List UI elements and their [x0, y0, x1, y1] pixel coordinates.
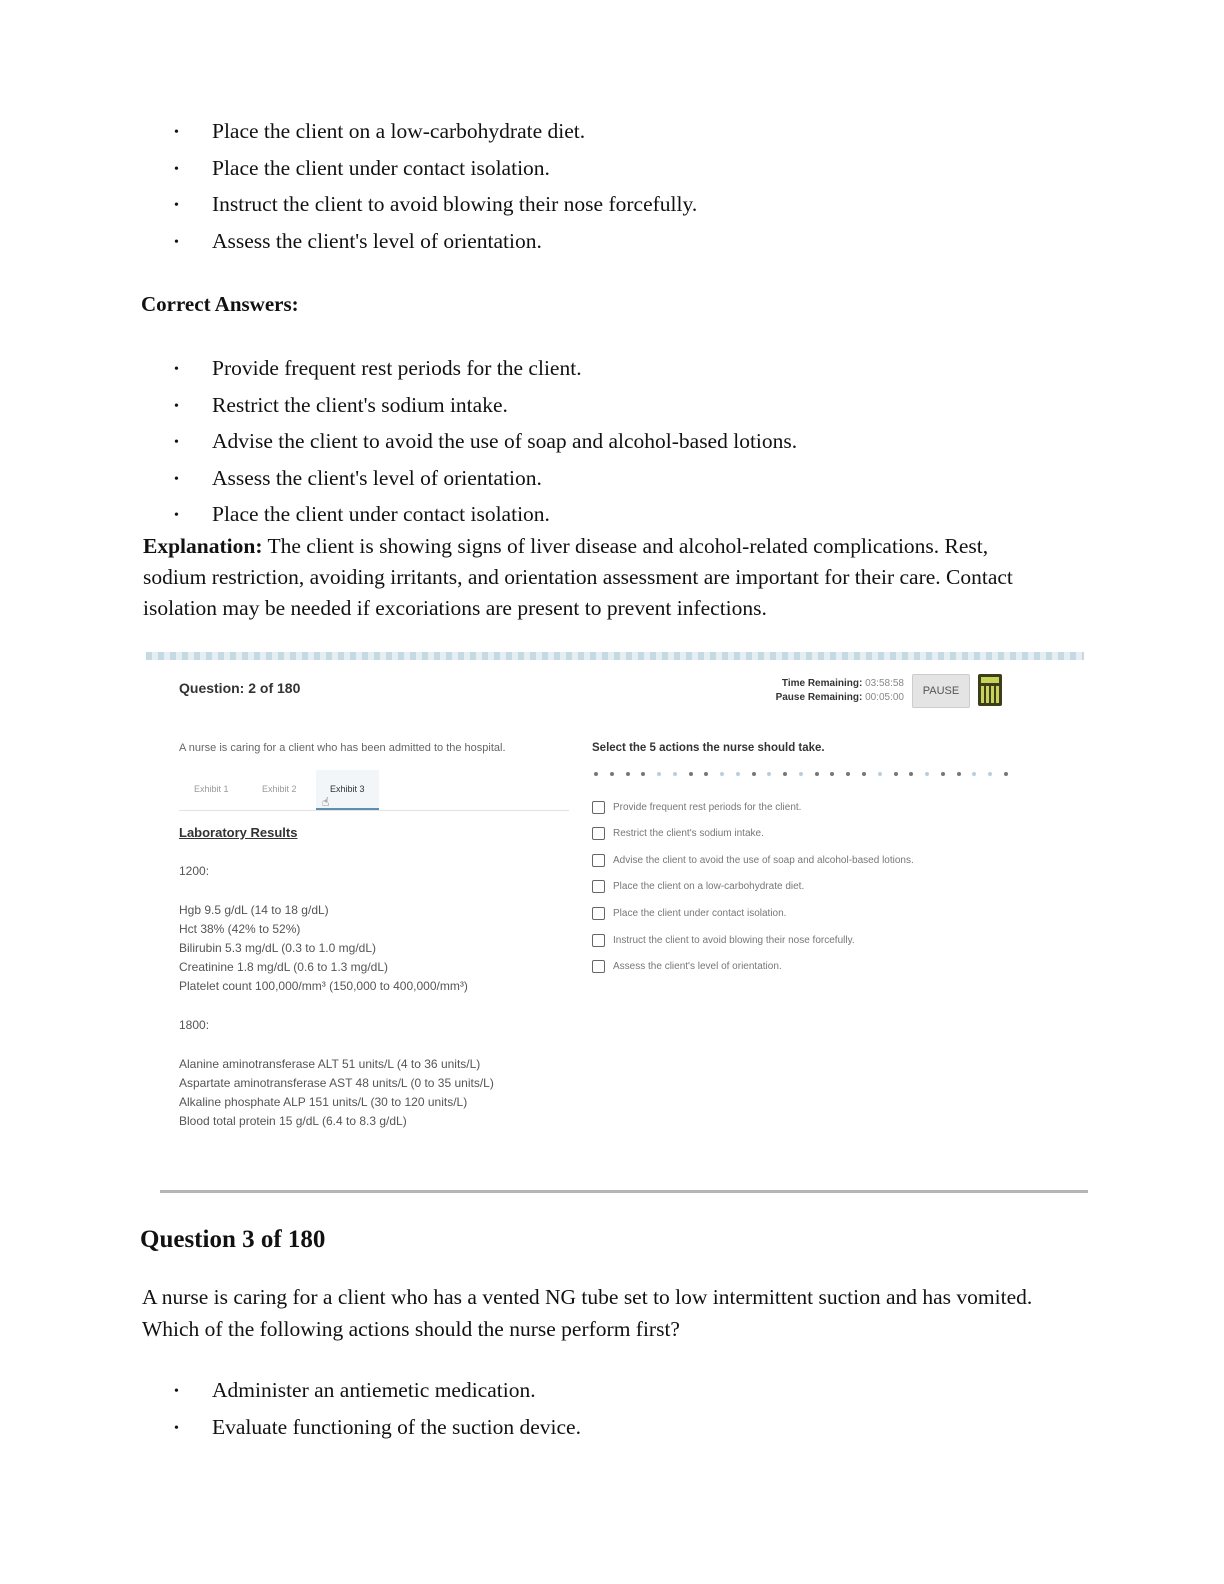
- exam-screenshot: [146, 652, 1084, 1172]
- lab-row: Alanine aminotransferase ALT 51 units/L (4 to 36 units/L): [179, 1057, 481, 1071]
- progress-dots: [594, 770, 1008, 778]
- checkbox-icon[interactable]: [592, 801, 605, 814]
- lab-row: Hgb 9.5 g/dL (14 to 18 g/dL): [179, 903, 329, 917]
- explanation-paragraph: [143, 531, 1053, 624]
- bullet-icon: •: [174, 1420, 179, 1436]
- lab-results-heading: Laboratory Results: [179, 825, 298, 840]
- lab-row: Alkaline phosphate ALP 151 units/L (30 to 120 units/L): [179, 1095, 468, 1109]
- calculator-icon[interactable]: [978, 674, 1002, 706]
- pause-remaining-label: Pause Remaining:: [775, 692, 863, 703]
- checkbox-icon[interactable]: [592, 907, 605, 920]
- bullet-icon: •: [174, 161, 179, 177]
- option-checkbox[interactable]: Assess the client's level of orientation.: [592, 959, 782, 975]
- lab-row: Blood total protein 15 g/dL (6.4 to 8.3 g/dL): [179, 1114, 407, 1128]
- explanation-text: The client is showing signs of liver disease and alcohol-related complications. Rest, sodium restriction, avoiding irritants, and orientation assessment are important for their care. Contact isolation may be needed if excoriations are present to prevent infections.: [143, 534, 1013, 620]
- time-remaining-label: Time Remaining:: [781, 678, 863, 689]
- bullet-icon: •: [174, 471, 179, 487]
- checkbox-icon[interactable]: [592, 880, 605, 893]
- lab-row: Hct 38% (42% to 52%): [179, 922, 301, 936]
- exhibit-tabs: [179, 770, 569, 811]
- pause-button[interactable]: PAUSE: [912, 674, 970, 708]
- question-3-title: Question 3 of 180: [140, 1226, 326, 1253]
- bullet-icon: •: [174, 234, 179, 250]
- bullet-icon: •: [174, 125, 179, 140]
- bullet-icon: •: [174, 198, 179, 214]
- section-divider: [160, 1190, 1088, 1193]
- explanation-label: Explanation:: [143, 534, 263, 558]
- checkbox-icon[interactable]: [592, 827, 605, 840]
- question-counter: Question: 2 of 180: [179, 680, 301, 696]
- option-checkbox[interactable]: Restrict the client's sodium intake.: [592, 826, 764, 842]
- timer-panel: [776, 677, 904, 705]
- select-instruction: Select the 5 actions the nurse should take.: [592, 742, 825, 754]
- lab-row: Bilirubin 5.3 mg/dL (0.3 to 1.0 mg/dL): [179, 941, 376, 955]
- option-checkbox[interactable]: Advise the client to avoid the use of soap and alcohol-based lotions.: [592, 852, 914, 868]
- pause-remaining-value: 00:05:00: [865, 692, 904, 703]
- option-checkbox[interactable]: Place the client on a low-carbohydrate diet.: [592, 879, 804, 895]
- bullet-icon: •: [174, 1384, 179, 1399]
- lab-row: Creatinine 1.8 mg/dL (0.6 to 1.3 mg/dL): [179, 960, 389, 974]
- correct-answers-heading: Correct Answers:: [141, 292, 299, 316]
- bullet-icon: •: [174, 398, 179, 414]
- hand-cursor-icon: ☝: [322, 795, 330, 809]
- lab-time-1800: 1800:: [179, 1018, 210, 1032]
- bullet-icon: •: [174, 362, 179, 377]
- bullet-icon: •: [174, 508, 179, 524]
- option-checkbox[interactable]: Place the client under contact isolation.: [592, 905, 786, 921]
- lab-row: Platelet count 100,000/mm³ (150,000 to 400,000/mm³): [179, 979, 468, 993]
- bullet-icon: •: [174, 435, 179, 451]
- question-3-text: A nurse is caring for a client who has a vented NG tube set to low intermittent suction and has vomited. Which of the following actions should the nurse perform first?: [142, 1285, 1033, 1341]
- time-remaining-value: 03:58:58: [865, 678, 904, 689]
- question-prompt: A nurse is caring for a client who has been admitted to the hospital.: [179, 742, 506, 754]
- option-checkbox[interactable]: Provide frequent rest periods for the client.: [592, 799, 801, 815]
- decorative-divider: [146, 652, 1084, 660]
- tab-exhibit-1[interactable]: Exhibit 1: [194, 784, 229, 794]
- checkbox-icon[interactable]: [592, 960, 605, 973]
- option-checkbox[interactable]: Instruct the client to avoid blowing their nose forcefully.: [592, 932, 855, 948]
- tab-exhibit-2[interactable]: Exhibit 2: [262, 784, 297, 794]
- lab-row: Aspartate aminotransferase AST 48 units/L (0 to 35 units/L): [179, 1076, 494, 1090]
- tab-exhibit-3[interactable]: Exhibit 3: [316, 770, 379, 810]
- lab-time-1200: 1200:: [179, 864, 210, 878]
- checkbox-icon[interactable]: [592, 854, 605, 867]
- checkbox-icon[interactable]: [592, 934, 605, 947]
